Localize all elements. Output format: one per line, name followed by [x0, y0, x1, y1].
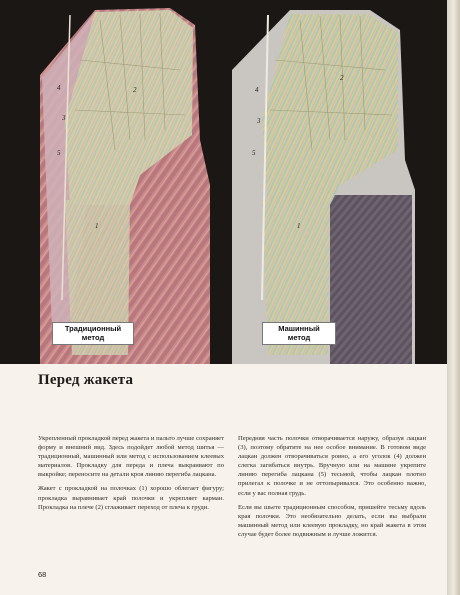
caption-right-line1: Машинный — [278, 324, 320, 333]
label-3-right: 3 — [257, 117, 261, 125]
caption-left-line2: метод — [81, 332, 105, 342]
label-4-right: 4 — [255, 86, 259, 94]
page-edge — [447, 0, 460, 595]
right-paragraph-1: Передняя часть полочки отворачивается наружу, образуя лацкан (3), поэтому обратите на нее особое внимание. В готовом виде лацкан должен отворачиваться ровно, а его уголок (4) должен слегка загибаться внутрь. Вручную или на машине укрепите линию перегиба лацкана (5) тесьмой, чтобы лацкан плотно прилегал к полочке и не оттопыривался. Это особенно важно, если у вас полная грудь. — [238, 435, 426, 497]
right-garment — [232, 10, 415, 364]
label-1-right: 1 — [297, 222, 301, 230]
right-text-column — [238, 434, 426, 544]
left-paragraph-2: Жакет с прокладкой на полочках (1) хорошо облегает фигуру; прокладка выравнивает край полочки и укрепляет карман. Прокладка на плече (2) сглаживает переход от плеча к груди. — [38, 485, 224, 511]
label-2-right: 2 — [340, 74, 344, 82]
left-text-column — [38, 434, 224, 517]
right-paragraph-2: Если вы шьете традиционным способом, пришейте тесьму вдоль края полочки. Это необязательно делать, если вы выбрали машинный метод или клеевую прокладку, но край жакета в этом случае будет более подвижным и лучше ложится. — [238, 503, 426, 538]
label-3-left: 3 — [62, 114, 66, 122]
label-1-left: 1 — [95, 222, 99, 230]
page-number: 68 — [38, 570, 47, 579]
label-2-left: 2 — [133, 86, 137, 94]
caption-traditional-method — [52, 322, 134, 345]
label-5-left: 5 — [57, 149, 61, 157]
label-5-right: 5 — [252, 149, 256, 157]
caption-left-line1: Традиционный — [64, 324, 122, 333]
left-paragraph-1: Укрепленный прокладкой перед жакета и пальто лучше сохраняет форму и внешний вид. Здесь подойдет любой метод шитья — традиционный, машинный или метод с использованием клеевых материалов. Прокладку для переда и плеча выкраивают по выкройке; переносите на детали кроя линию перегиба лацкана. — [38, 435, 224, 479]
caption-machine-method — [262, 322, 336, 345]
left-garment — [40, 8, 210, 364]
caption-right-line2: метод — [287, 332, 311, 342]
section-heading: Перед жакета — [38, 372, 134, 388]
label-4-left: 4 — [57, 84, 61, 92]
